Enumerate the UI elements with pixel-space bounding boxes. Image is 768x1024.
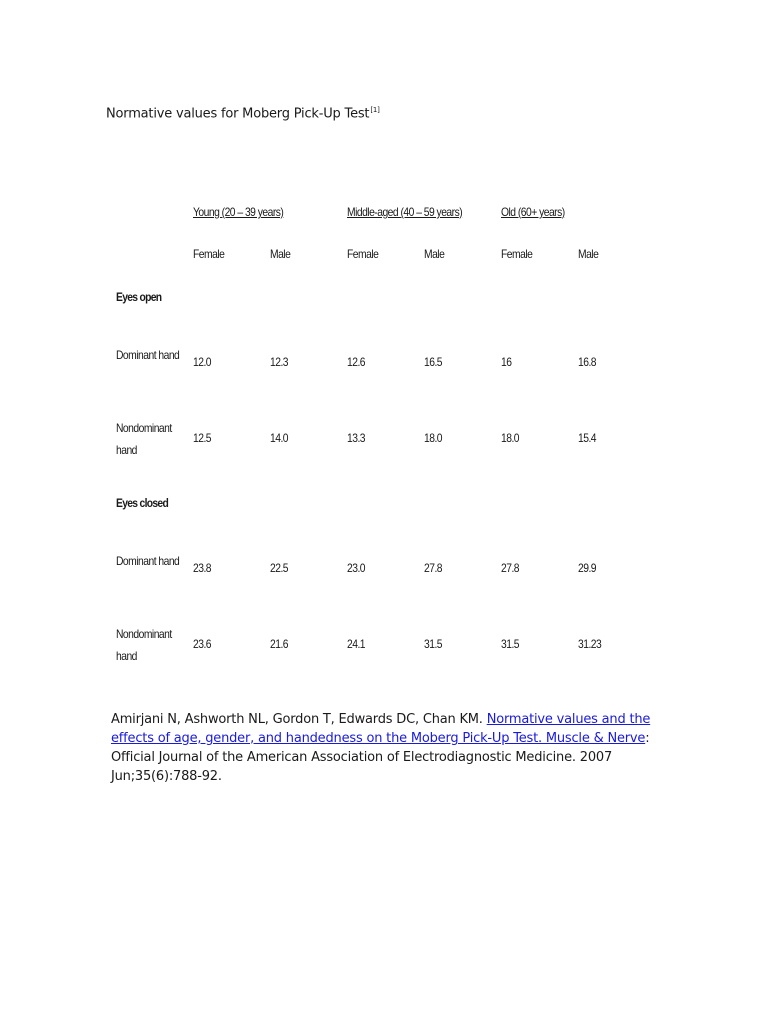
section-eyes-open: Eyes open — [116, 290, 162, 304]
citation-authors: Amirjani N, Ashworth NL, Gordon T, Edwards DC, Chan KM. — [111, 712, 487, 727]
subheader-young-male: Male — [270, 247, 291, 261]
table-cell: 12.3 — [270, 355, 289, 369]
table-cell: 12.6 — [347, 355, 366, 369]
group-header-young: Young (20 – 39 years) — [193, 205, 284, 219]
row-label: Dominant hand — [116, 348, 180, 362]
subheader-young-female: Female — [193, 247, 225, 261]
table-cell: 13.3 — [347, 431, 366, 445]
table-cell: 24.1 — [347, 637, 366, 651]
table-cell: 31.5 — [501, 637, 520, 651]
table-cell: 16.5 — [424, 355, 443, 369]
page-title-text: Normative values for Moberg Pick-Up Test — [106, 106, 370, 122]
table-cell: 18.0 — [501, 431, 520, 445]
group-header-old: Old (60+ years) — [501, 205, 565, 219]
group-header-middle-aged: Middle-aged (40 – 59 years) — [347, 205, 463, 219]
table-cell: 31.5 — [424, 637, 443, 651]
citation — [111, 710, 651, 786]
table-cell: 21.6 — [270, 637, 289, 651]
table-cell: 15.4 — [578, 431, 597, 445]
table-cell: 23.0 — [347, 561, 366, 575]
reference-marker: [1] — [370, 106, 380, 114]
row-label: Dominant hand — [116, 554, 180, 568]
section-eyes-closed: Eyes closed — [116, 496, 169, 510]
table-cell: 23.8 — [193, 561, 212, 575]
row-label: Nondominant hand — [116, 421, 172, 457]
subheader-old-female: Female — [501, 247, 533, 261]
table-cell: 12.5 — [193, 431, 212, 445]
subheader-middle-female: Female — [347, 247, 379, 261]
citation-link[interactable]: Normative values and the effects of age, gender, and handedness on the Moberg Pick-Up Test. Muscle & Nerve — [111, 712, 651, 746]
citation-source: : Official Journal of the American Association of Electrodiagnostic Medicine. 2007 Jun;35(6):788-92. — [111, 731, 650, 784]
table-cell: 22.5 — [270, 561, 289, 575]
subheader-middle-male: Male — [424, 247, 445, 261]
table-cell: 16 — [501, 355, 512, 369]
table-cell: 27.8 — [424, 561, 443, 575]
row-label: Nondominant hand — [116, 627, 172, 663]
page-title — [106, 106, 380, 121]
subheader-old-male: Male — [578, 247, 599, 261]
table-cell: 12.0 — [193, 355, 212, 369]
table-cell: 29.9 — [578, 561, 597, 575]
table-cell: 16.8 — [578, 355, 597, 369]
table-cell: 14.0 — [270, 431, 289, 445]
table-cell: 27.8 — [501, 561, 520, 575]
table-cell: 23.6 — [193, 637, 212, 651]
table-cell: 31.23 — [578, 637, 602, 651]
table-cell: 18.0 — [424, 431, 443, 445]
